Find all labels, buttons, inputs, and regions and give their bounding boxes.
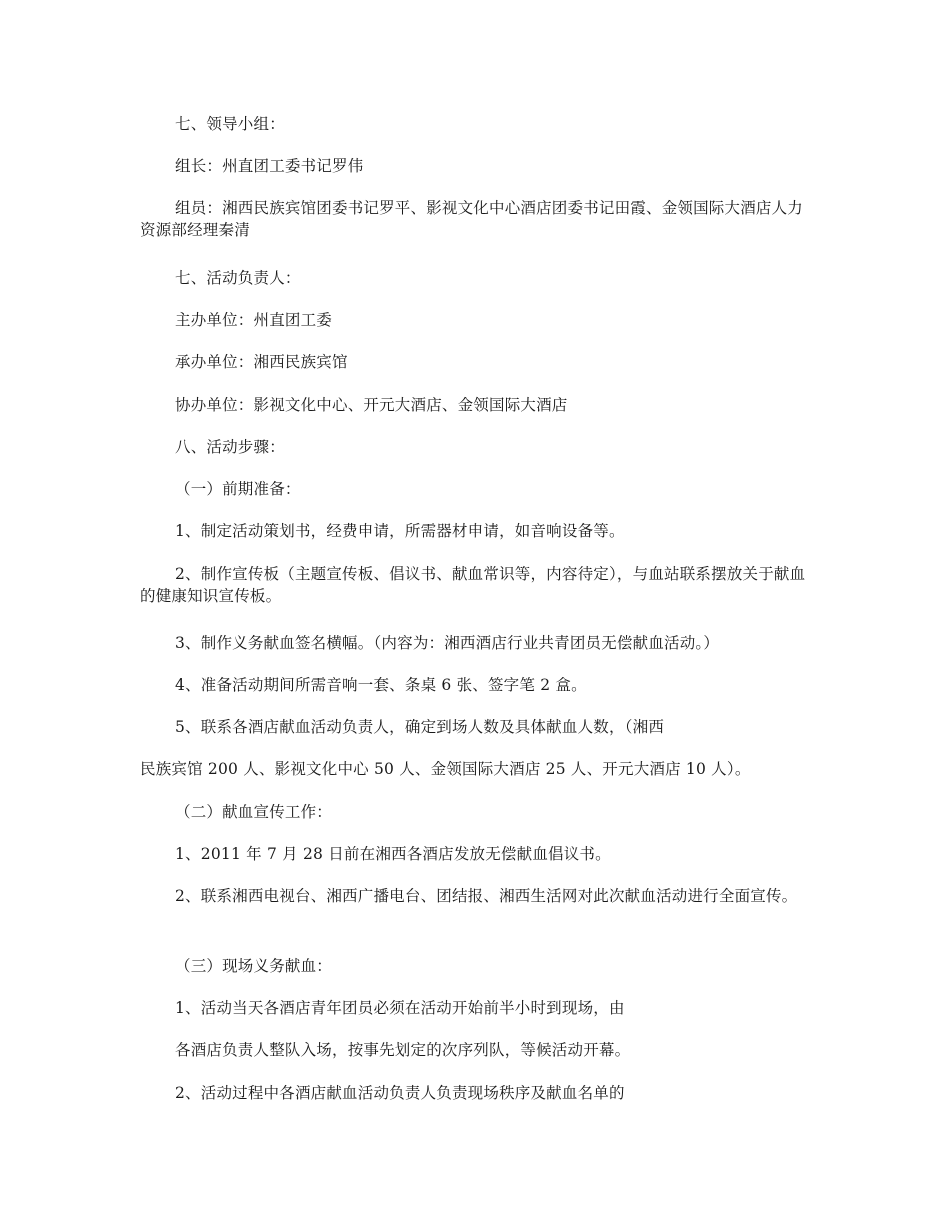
paragraph-prep-3: 3、制作义务献血签名横幅。（内容为：湘西酒店行业共青团员无偿献血活动。） <box>175 634 720 652</box>
subheading-onsite-donation: （三）现场义务献血： <box>175 957 333 975</box>
paragraph-prep-1: 1、制定活动策划书，经费申请，所需器材申请，如音响设备等。 <box>175 522 625 540</box>
heading-activity-steps: 八、活动步骤： <box>175 438 285 456</box>
paragraph-prep-5-continued: 民族宾馆 200 人、影视文化中心 50 人、金领国际大酒店 25 人、开元大酒店 10 人）。 <box>140 760 751 778</box>
paragraph-group-leader: 组长：州直团工委书记罗伟 <box>175 157 364 175</box>
heading-leadership-group: 七、领导小组： <box>175 115 285 133</box>
paragraph-organizer: 主办单位：州直团工委 <box>175 311 333 329</box>
paragraph-group-members: 组员：湘西民族宾馆团委书记罗平、影视文化中心酒店团委书记田霞、金领国际大酒店人力资源部经理秦清 <box>140 199 804 239</box>
paragraph-publicity-1: 1、2011 年 7 月 28 日前在湘西各酒店发放无偿献血倡议书。 <box>175 845 611 863</box>
paragraph-undertaker: 承办单位：湘西民族宾馆 <box>175 353 348 371</box>
paragraph-onsite-1: 1、活动当天各酒店青年团员必须在活动开始前半小时到现场，由 <box>175 999 625 1017</box>
paragraph-publicity-2: 2、联系湘西电视台、湘西广播电台、团结报、湘西生活网对此次献血活动进行全面宣传。 <box>175 887 798 905</box>
paragraph-onsite-2: 2、活动过程中各酒店献血活动负责人负责现场秩序及献血名单的 <box>175 1084 625 1102</box>
paragraph-prep-4: 4、准备活动期间所需音响一套、条桌 6 张、签字笔 2 盒。 <box>175 676 587 694</box>
paragraph-onsite-1-continued: 各酒店负责人整队入场，按事先划定的次序列队，等候活动开幕。 <box>175 1041 631 1059</box>
heading-activity-leaders: 七、活动负责人： <box>175 269 301 287</box>
paragraph-prep-2: 2、制作宣传板（主题宣传板、倡议书、献血常识等，内容待定），与血站联系摆放关于献血的健康知识宣传板。 <box>140 565 806 605</box>
subheading-preparation: （一）前期准备： <box>175 480 301 498</box>
paragraph-co-organizer: 协办单位：影视文化中心、开元大酒店、金领国际大酒店 <box>175 396 568 414</box>
paragraph-prep-5: 5、联系各酒店献血活动负责人，确定到场人数及具体献血人数，（湘西 <box>175 718 665 736</box>
subheading-publicity: （二）献血宣传工作： <box>175 803 333 821</box>
